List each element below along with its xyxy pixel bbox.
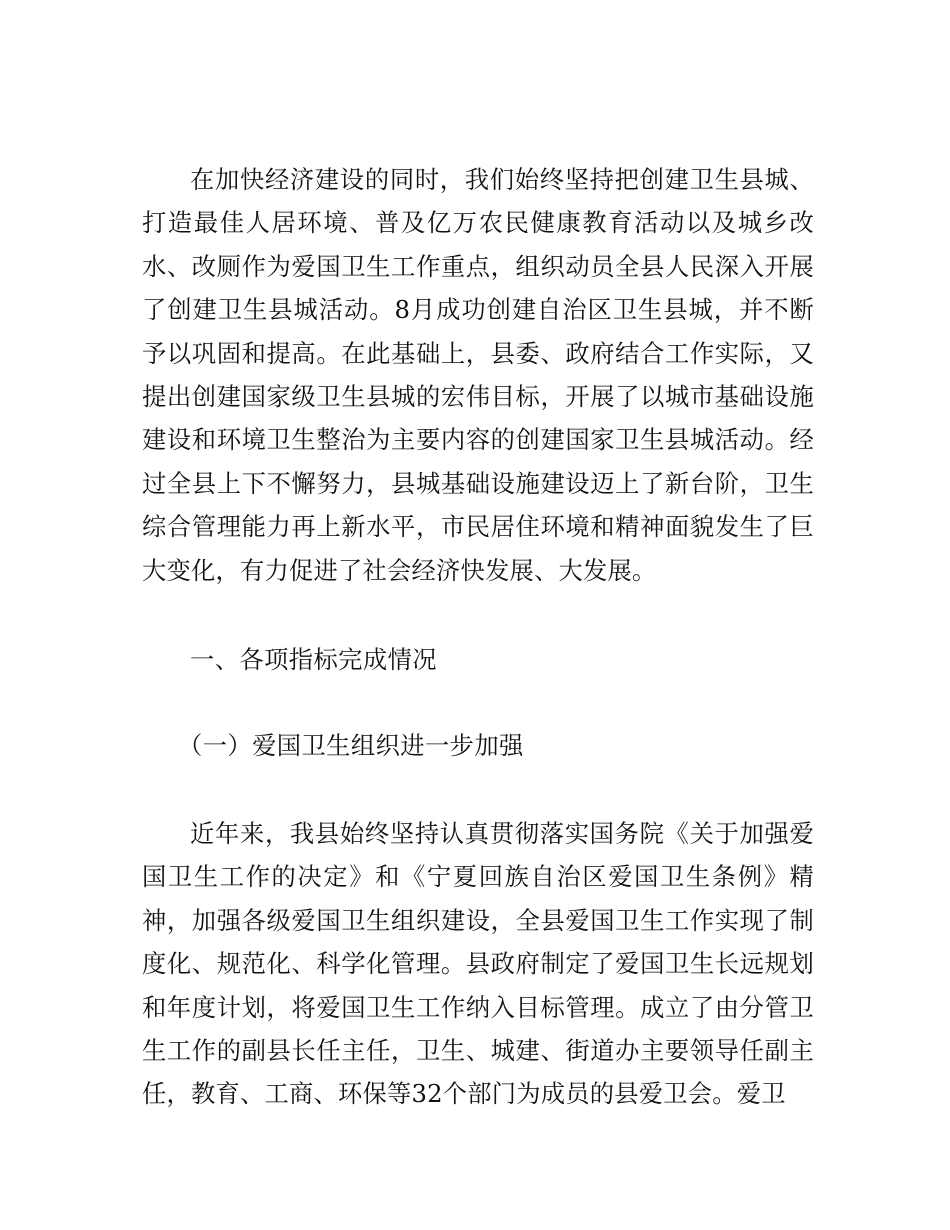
section-heading: 一、各项指标完成情况 [190,645,437,674]
subsection-heading: （一）爱国卫生组织进一步加强 [178,731,524,760]
body-paragraph: 近年来，我县始终坚持认真贯彻落实国务院《关于加强爱国卫生工作的决定》和《宁夏回族自治区爱国卫生条例》精神，加强各级爱国卫生组织建设，全县爱国卫生工作实现了制度化、规范化、科学化管理。县政府制定了爱国卫生长远规划和年度计划，将爱国卫生工作纳入目标管理。成立了由分管卫生工作的副县长任主任，卫生、城建、街道办主要领导任副主任，教育、工商、环保等32个部门为成员的县爱卫会。爱卫 [142,819,814,1109]
intro-paragraph: 在加快经济建设的同时，我们始终坚持把创建卫生县城、打造最佳人居环境、普及亿万农民健康教育活动以及城乡改水、改厕作为爱国卫生工作重点，组织动员全县人民深入开展了创建卫生县城活动。8月成功创建自治区卫生县城，并不断予以巩固和提高。在此基础上，县委、政府结合工作实际，又提出创建国家级卫生县城的宏伟目标，开展了以城市基础设施建设和环境卫生整治为主要内容的创建国家卫生县城活动。经过全县上下不懈努力，县城基础设施建设迈上了新台阶，卫生综合管理能力再上新水平，市民居住环境和精神面貌发生了巨大变化，有力促进了社会经济快发展、大发展。 [142,165,814,585]
